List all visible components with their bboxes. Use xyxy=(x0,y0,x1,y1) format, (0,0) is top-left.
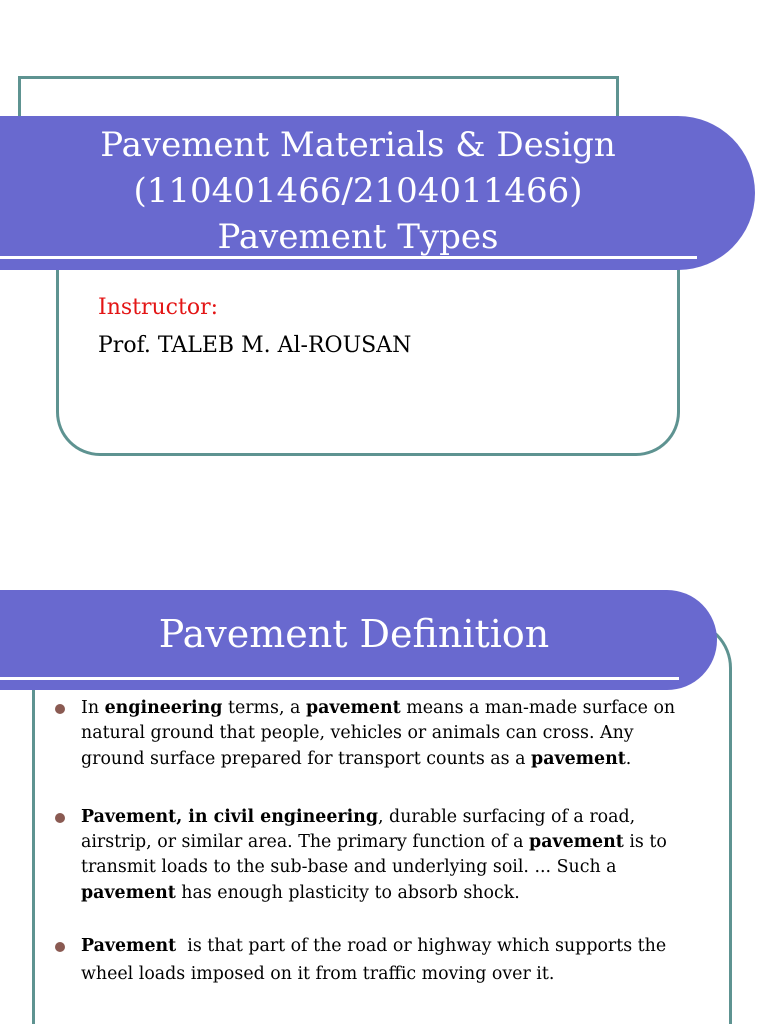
slide-title: Pavement Definition xyxy=(158,612,550,656)
bullet-text: , durable surfacing of a road, airstrip, or similar area. The primary function of a xyxy=(81,806,641,853)
bullet-text: is to transmit loads to the sub-base and underlying soil. ... Such a xyxy=(81,832,673,878)
bullet-list xyxy=(54,696,694,988)
instructor-name: Prof. TALEB M. Al-ROUSAN xyxy=(98,333,412,358)
title-slide xyxy=(0,0,768,470)
title-underline xyxy=(0,677,679,680)
instructor-label: Instructor: xyxy=(98,295,219,320)
bullet-text: has enough plasticity to absorb shock. xyxy=(175,882,520,903)
title-line-course: Pavement Materials & Design xyxy=(100,125,616,165)
bullet-item xyxy=(54,805,694,906)
definition-slide xyxy=(0,560,768,1024)
bold-term: pavement xyxy=(531,748,626,769)
bullet-text: means a man-made surface on natural ground that people, vehicles or animals can cross. Any ground surface prepared for transport counts as a xyxy=(81,698,681,769)
bullet-text: In xyxy=(81,698,105,718)
bold-term: pavement xyxy=(81,882,176,903)
bold-term: Pavement xyxy=(81,936,177,957)
bullet-dot-icon xyxy=(55,813,65,823)
slide-title xyxy=(0,122,716,260)
bullet-item xyxy=(54,932,694,988)
bullet-text: is that part of the road or highway which supports the wheel loads imposed on it from traffic moving over it. xyxy=(81,936,672,985)
bold-term: engineering xyxy=(104,698,223,718)
title-line-topic: Pavement Types xyxy=(217,217,499,257)
bold-term: pavement xyxy=(305,698,401,718)
bullet-dot-icon xyxy=(55,942,65,952)
bullet-item xyxy=(54,696,694,772)
bold-term: Pavement, in civil engineering xyxy=(81,806,378,827)
title-line-codes: (110401466/2104011466) xyxy=(133,171,583,211)
bullet-text: . xyxy=(625,748,632,769)
bold-term: pavement xyxy=(529,832,624,853)
bullet-text: terms, a xyxy=(222,698,306,718)
bullet-dot-icon xyxy=(55,704,65,714)
